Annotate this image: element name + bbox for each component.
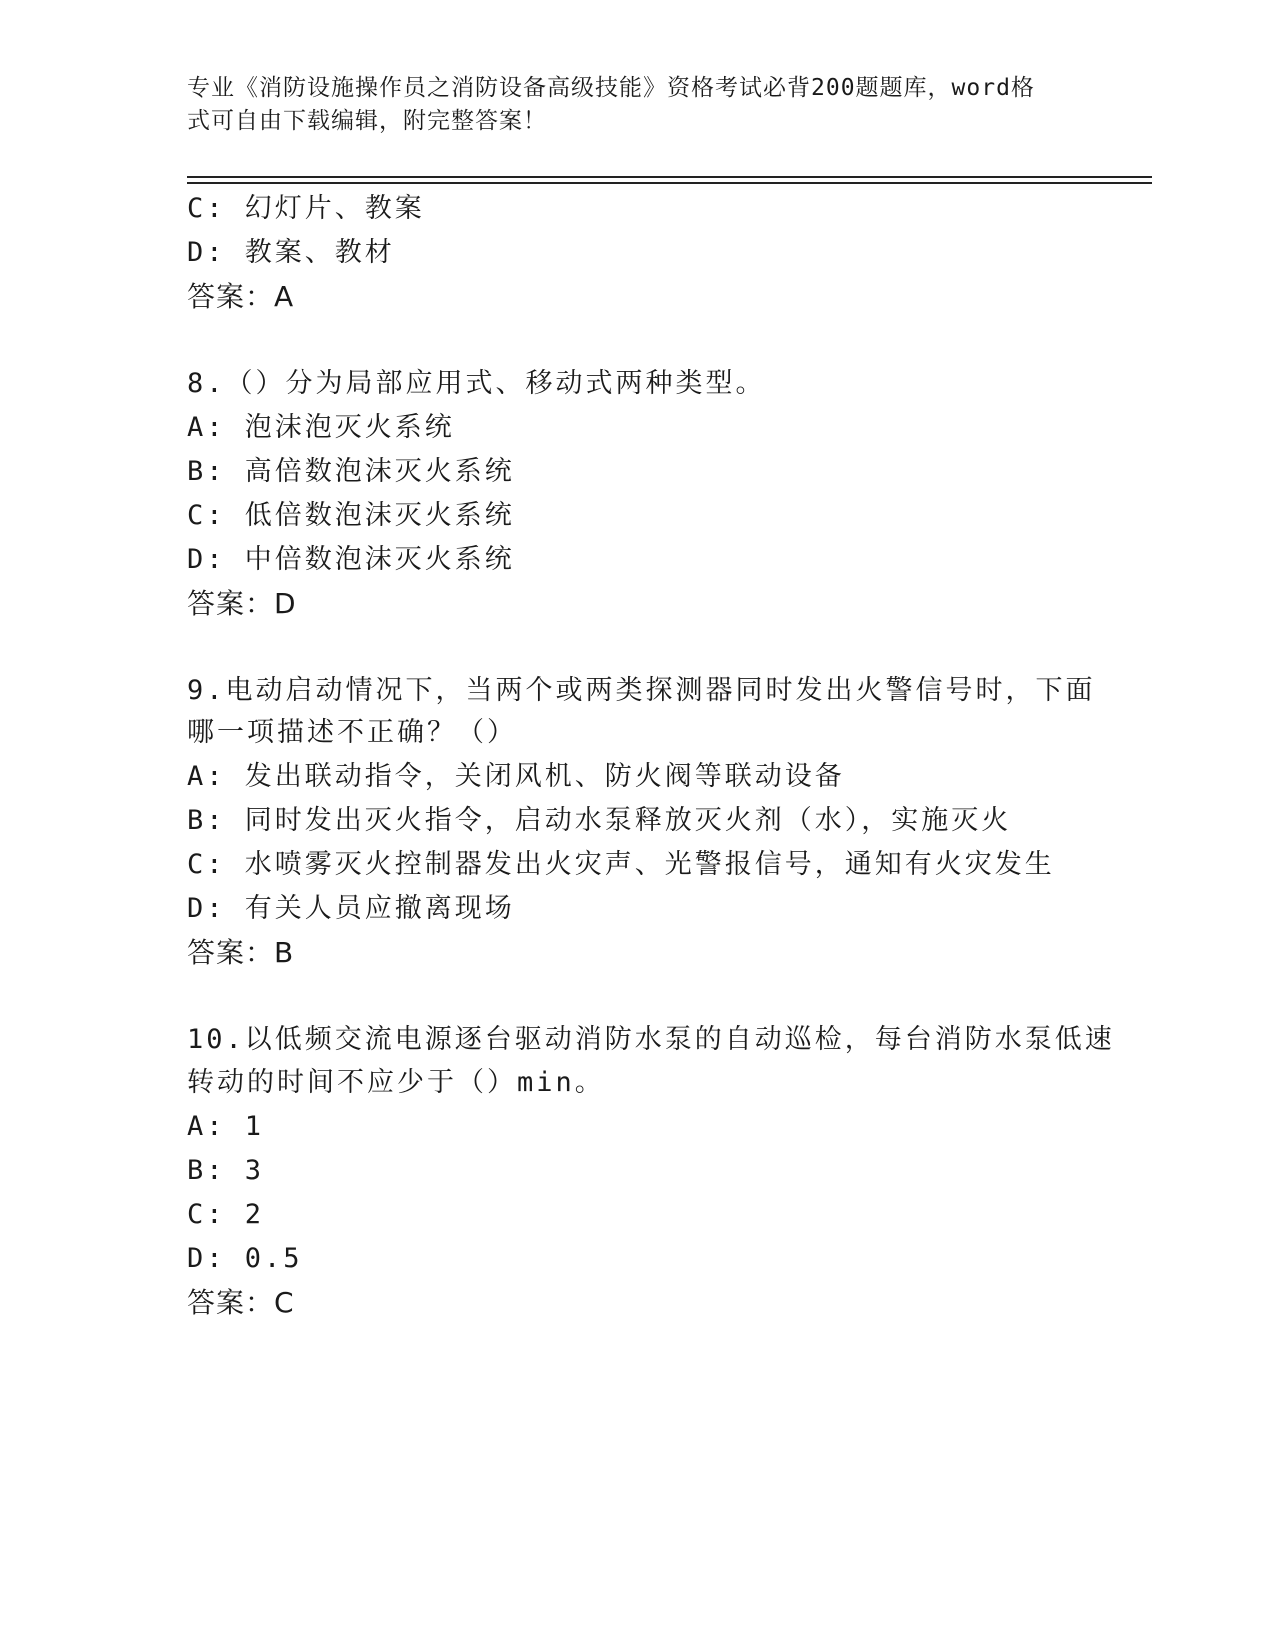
q10-option-a: A: 1 — [187, 1111, 265, 1142]
q9-option-c: C: 水喷雾灭火控制器发出火灾声、光警报信号，通知有火灾发生 — [187, 849, 1055, 880]
q8-option-c: C: 低倍数泡沫灭火系统 — [187, 500, 515, 531]
q9-option-b: B: 同时发出灭火指令，启动水泵释放灭火剂（水），实施灭火 — [187, 805, 1012, 836]
q10-stem-line-2: 转动的时间不应少于（）min。 — [187, 1067, 605, 1098]
q10-stem-line-1: 10.以低频交流电源逐台驱动消防水泵的自动巡检，每台消防水泵低速 — [187, 1024, 1115, 1055]
q8-option-b: B: 高倍数泡沫灭火系统 — [187, 456, 515, 487]
q9-option-d: D: 有关人员应撤离现场 — [187, 893, 515, 924]
q10-option-b: B: 3 — [187, 1155, 265, 1186]
q8-option-a: A: 泡沫泡灭火系统 — [187, 412, 455, 443]
q7-answer: 答案：A — [187, 280, 295, 313]
q9-answer: 答案：B — [187, 936, 295, 969]
q9-option-a: A: 发出联动指令，关闭风机、防火阀等联动设备 — [187, 761, 845, 792]
q8-answer: 答案：D — [187, 587, 297, 620]
header-divider-top — [187, 176, 1152, 178]
header-divider-bottom — [187, 182, 1152, 184]
q7-option-c: C: 幻灯片、教案 — [187, 193, 425, 224]
q10-option-c: C: 2 — [187, 1199, 265, 1230]
document-header — [187, 72, 1067, 138]
q8-stem: 8.（）分为局部应用式、移动式两种类型。 — [187, 368, 766, 399]
header-line-1: 专业《消防设施操作员之消防设备高级技能》资格考试必背200题题库，word格 — [187, 75, 1035, 101]
q9-stem-line-1: 9.电动启动情况下，当两个或两类探测器同时发出火警信号时，下面 — [187, 675, 1096, 706]
q7-option-d: D: 教案、教材 — [187, 237, 395, 268]
header-line-2: 式可自由下载编辑，附完整答案！ — [187, 108, 547, 134]
q8-option-d: D: 中倍数泡沫灭火系统 — [187, 544, 515, 575]
q9-stem-line-2: 哪一项描述不正确？（） — [187, 717, 517, 748]
q10-answer: 答案：C — [187, 1286, 295, 1319]
q10-option-d: D: 0.5 — [187, 1243, 303, 1274]
